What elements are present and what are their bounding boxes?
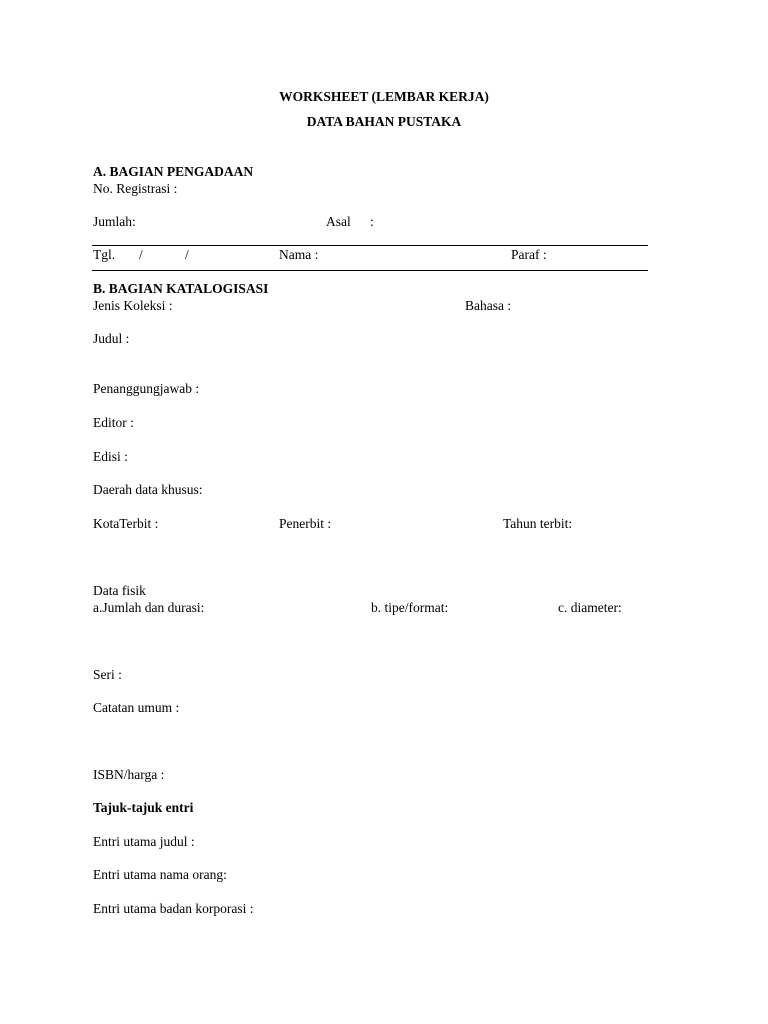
bahasa-label: Bahasa : xyxy=(465,298,512,313)
nama-label: Nama : xyxy=(279,247,319,262)
divider-bottom xyxy=(92,270,648,271)
tgl-label: Tgl. xyxy=(93,247,116,262)
divider-top xyxy=(92,245,648,246)
diameter-label: c. diameter: xyxy=(558,600,622,615)
catatan-umum-label: Catatan umum : xyxy=(93,700,180,715)
asal-colon: : xyxy=(370,214,374,229)
paraf-label: Paraf : xyxy=(511,247,547,262)
tahun-terbit-label: Tahun terbit: xyxy=(503,516,573,531)
entri-utama-judul-label: Entri utama judul : xyxy=(93,834,195,849)
tajuk-entri-heading: Tajuk-tajuk entri xyxy=(93,800,194,815)
kota-terbit-label: KotaTerbit : xyxy=(93,516,159,531)
edisi-label: Edisi : xyxy=(93,449,128,464)
jumlah-label: Jumlah: xyxy=(93,214,136,229)
page-subtitle: DATA BAHAN PUSTAKA xyxy=(306,114,462,129)
no-registrasi-label: No. Registrasi : xyxy=(93,181,178,196)
tipe-format-label: b. tipe/format: xyxy=(371,600,449,615)
date-separator-1: / xyxy=(139,247,143,262)
section-b-heading: B. BAGIAN KATALOGISASI xyxy=(93,281,269,296)
isbn-harga-label: ISBN/harga : xyxy=(93,767,165,782)
seri-label: Seri : xyxy=(93,667,122,682)
jenis-koleksi-label: Jenis Koleksi : xyxy=(93,298,173,313)
daerah-data-khusus-label: Daerah data khusus: xyxy=(93,482,203,497)
page-title: WORKSHEET (LEMBAR KERJA) xyxy=(279,89,489,104)
data-fisik-label: Data fisik xyxy=(93,583,146,598)
date-separator-2: / xyxy=(185,247,189,262)
editor-label: Editor : xyxy=(93,415,134,430)
judul-label: Judul : xyxy=(93,331,130,346)
entri-utama-nama-orang-label: Entri utama nama orang: xyxy=(93,867,227,882)
penanggungjawab-label: Penanggungjawab : xyxy=(93,381,200,396)
penerbit-label: Penerbit : xyxy=(279,516,332,531)
jumlah-durasi-label: a.Jumlah dan durasi: xyxy=(93,600,205,615)
asal-label: Asal xyxy=(326,214,351,229)
section-a-heading: A. BAGIAN PENGADAAN xyxy=(93,164,254,179)
entri-utama-badan-korporasi-label: Entri utama badan korporasi : xyxy=(93,901,254,916)
